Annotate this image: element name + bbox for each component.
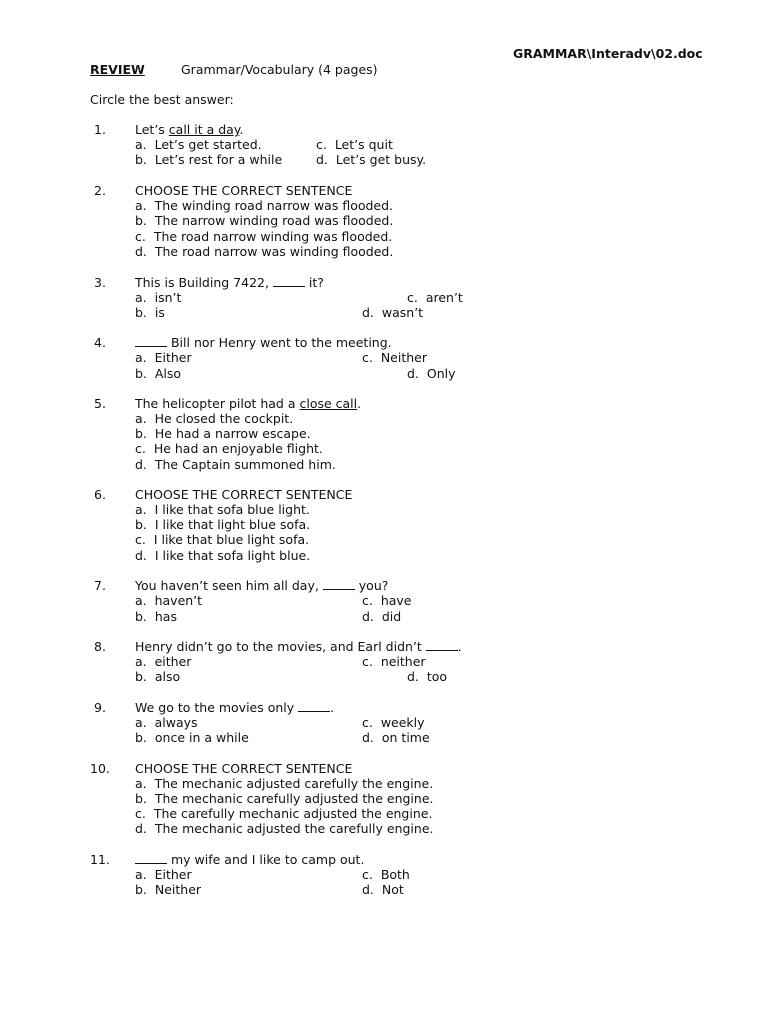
option-d[interactable]: d. too <box>407 669 448 684</box>
review-heading: REVIEW <box>90 62 145 77</box>
option-b[interactable]: b. The narrow winding road was flooded. <box>135 213 394 228</box>
answer-blank <box>426 639 458 651</box>
question-number: 11. <box>90 852 110 867</box>
option-b[interactable]: b. once in a while <box>135 730 249 745</box>
option-a[interactable]: a. always <box>135 715 198 730</box>
question-stem: We go to the movies only . <box>135 700 335 715</box>
option-c[interactable]: c. I like that blue light sofa. <box>135 532 310 547</box>
option-a[interactable]: a. Either <box>135 867 192 882</box>
option-c[interactable]: c. He had an enjoyable flight. <box>135 441 323 456</box>
option-c[interactable]: c. The carefully mechanic adjusted the engine. <box>135 806 433 821</box>
option-a[interactable]: a. Let’s get started. <box>135 137 262 152</box>
option-c[interactable]: c. Neither <box>362 350 427 365</box>
question-stem: CHOOSE THE CORRECT SENTENCE <box>135 761 353 776</box>
option-b[interactable]: b. Also <box>135 366 182 381</box>
instruction-text: Circle the best answer: <box>90 92 234 107</box>
question-number: 1. <box>94 122 106 137</box>
option-d[interactable]: d. on time <box>362 730 430 745</box>
option-b[interactable]: b. I like that light blue sofa. <box>135 517 311 532</box>
option-d[interactable]: d. The Captain summoned him. <box>135 457 336 472</box>
answer-blank <box>323 578 355 590</box>
option-b[interactable]: b. Neither <box>135 882 202 897</box>
option-b[interactable]: b. Let’s rest for a while <box>135 152 283 167</box>
option-b[interactable]: b. He had a narrow escape. <box>135 426 311 441</box>
option-b[interactable]: b. has <box>135 609 177 624</box>
option-a[interactable]: a. He closed the cockpit. <box>135 411 294 426</box>
option-c[interactable]: c. aren’t <box>407 290 463 305</box>
option-d[interactable]: d. The road narrow was winding flooded. <box>135 244 394 259</box>
question-number: 8. <box>94 639 106 654</box>
option-c[interactable]: c. weekly <box>362 715 425 730</box>
option-c[interactable]: c. Let’s quit <box>316 137 393 152</box>
option-c[interactable]: c. have <box>362 593 412 608</box>
option-d[interactable]: d. Let’s get busy. <box>316 152 427 167</box>
question-stem: Bill nor Henry went to the meeting. <box>135 335 392 350</box>
option-a[interactable]: a. haven’t <box>135 593 203 608</box>
option-d[interactable]: d. The mechanic adjusted the carefully engine. <box>135 821 434 836</box>
option-b[interactable]: b. is <box>135 305 165 320</box>
option-a[interactable]: a. isn’t <box>135 290 182 305</box>
option-a[interactable]: a. I like that sofa blue light. <box>135 502 310 517</box>
option-a[interactable]: a. The mechanic adjusted carefully the engine. <box>135 776 434 791</box>
option-d[interactable]: d. I like that sofa light blue. <box>135 548 311 563</box>
question-stem: CHOOSE THE CORRECT SENTENCE <box>135 487 353 502</box>
option-d[interactable]: d. did <box>362 609 402 624</box>
answer-blank <box>298 700 330 712</box>
question-stem: Let’s call it a day. <box>135 122 244 137</box>
question-number: 6. <box>94 487 106 502</box>
option-a[interactable]: a. The winding road narrow was flooded. <box>135 198 394 213</box>
option-c[interactable]: c. Both <box>362 867 410 882</box>
answer-blank <box>135 335 167 347</box>
question-number: 2. <box>94 183 106 198</box>
question-stem: CHOOSE THE CORRECT SENTENCE <box>135 183 353 198</box>
option-b[interactable]: b. The mechanic carefully adjusted the engine. <box>135 791 434 806</box>
option-d[interactable]: d. Only <box>407 366 456 381</box>
question-stem: Henry didn’t go to the movies, and Earl didn’t . <box>135 639 462 654</box>
question-stem: This is Building 7422, it? <box>135 275 324 290</box>
page-subtitle: Grammar/Vocabulary (4 pages) <box>181 62 378 77</box>
question-number: 7. <box>94 578 106 593</box>
question-number: 9. <box>94 700 106 715</box>
option-c[interactable]: c. neither <box>362 654 426 669</box>
question-number: 3. <box>94 275 106 290</box>
option-d[interactable]: d. Not <box>362 882 404 897</box>
option-a[interactable]: a. Either <box>135 350 192 365</box>
question-stem: The helicopter pilot had a close call. <box>135 396 362 411</box>
option-a[interactable]: a. either <box>135 654 192 669</box>
question-stem: my wife and I like to camp out. <box>135 852 364 867</box>
question-number: 4. <box>94 335 106 350</box>
question-number: 5. <box>94 396 106 411</box>
question-number: 10. <box>90 761 110 776</box>
option-c[interactable]: c. The road narrow winding was flooded. <box>135 229 393 244</box>
document-path: GRAMMAR\Interadv\02.doc <box>513 46 703 61</box>
question-stem: You haven’t seen him all day, you? <box>135 578 389 593</box>
answer-blank <box>135 852 167 864</box>
option-d[interactable]: d. wasn’t <box>362 305 424 320</box>
answer-blank <box>273 275 305 287</box>
option-b[interactable]: b. also <box>135 669 181 684</box>
